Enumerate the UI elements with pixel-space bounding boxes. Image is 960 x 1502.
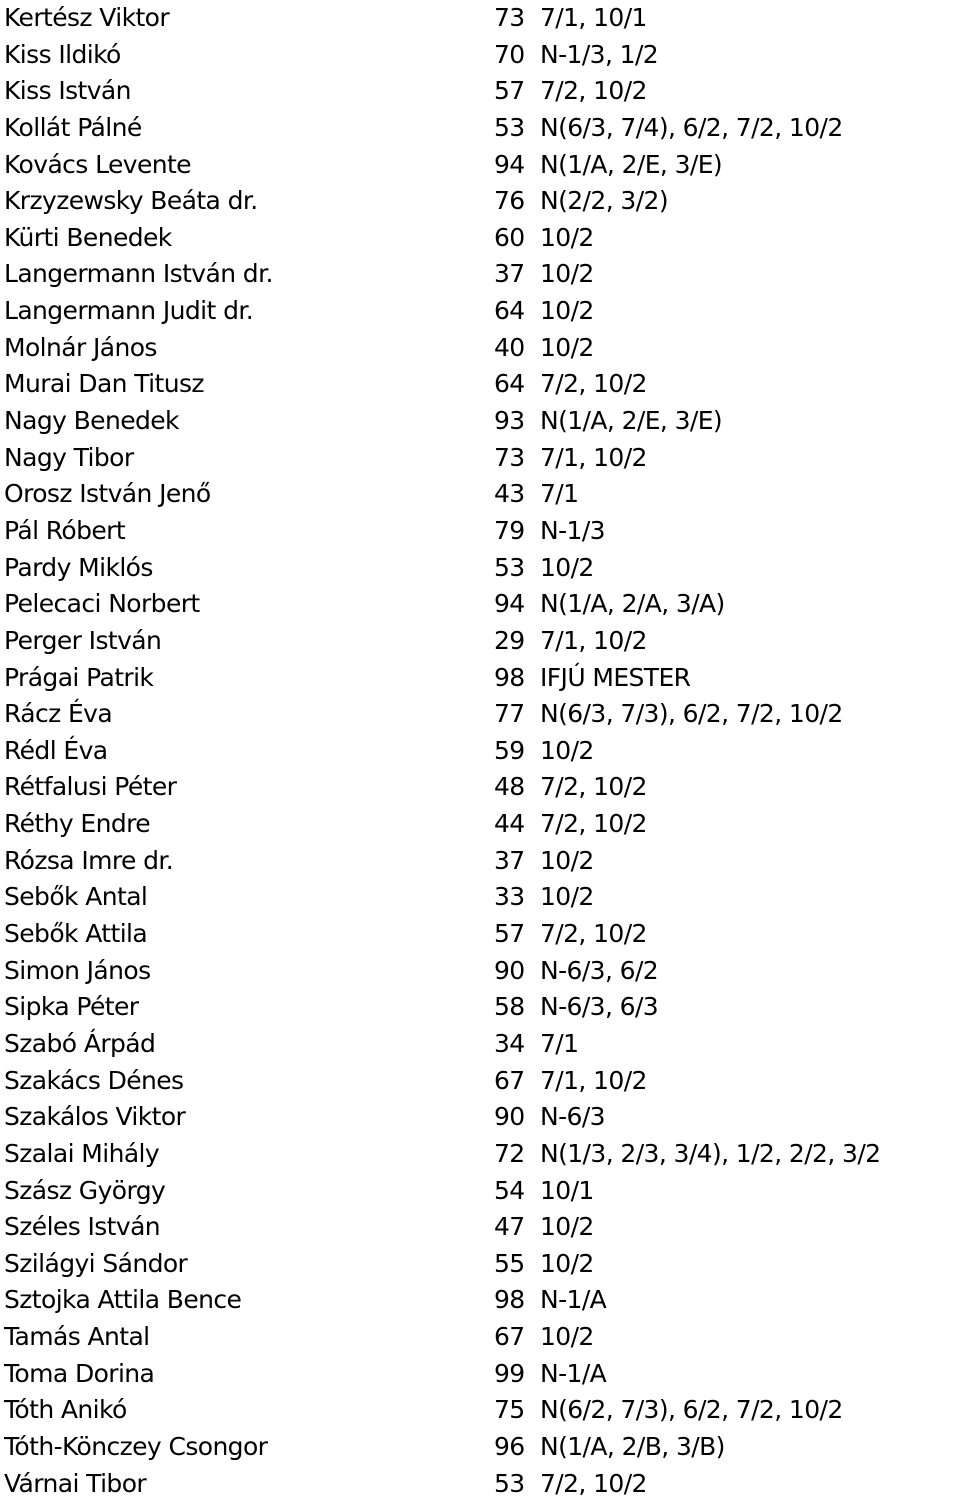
score-value: 94 — [494, 149, 525, 179]
grade-codes: 7/2, 10/2 — [540, 772, 647, 802]
grade-codes: 10/2 — [540, 1322, 594, 1352]
person-name: Pelecaci Norbert — [4, 589, 200, 619]
grade-codes: 7/2, 10/2 — [540, 76, 647, 106]
score-value: 44 — [494, 809, 525, 839]
person-name: Tóth Anikó — [4, 1395, 127, 1425]
person-name: Réthy Endre — [4, 809, 151, 839]
person-name: Nagy Tibor — [4, 442, 134, 472]
score-value: 47 — [494, 1212, 525, 1242]
list-item — [0, 1356, 960, 1393]
person-name: Simon János — [4, 955, 151, 985]
person-name: Sipka Péter — [4, 992, 139, 1022]
grade-codes: N(6/2, 7/3), 6/2, 7/2, 10/2 — [540, 1395, 843, 1425]
score-value: 79 — [494, 515, 525, 545]
list-item — [0, 696, 960, 733]
person-name: Tamás Antal — [4, 1322, 150, 1352]
score-value: 98 — [494, 1285, 525, 1315]
list-item — [0, 293, 960, 330]
person-name: Toma Dorina — [4, 1358, 155, 1388]
list-item — [0, 916, 960, 953]
list-item — [0, 183, 960, 220]
score-value: 48 — [494, 772, 525, 802]
list-item — [0, 1246, 960, 1283]
score-value: 96 — [494, 1431, 525, 1461]
grade-codes: N-6/3, 6/3 — [540, 992, 659, 1022]
person-name: Pardy Miklós — [4, 552, 153, 582]
score-value: 53 — [494, 112, 525, 142]
score-value: 59 — [494, 735, 525, 765]
person-name: Sebők Antal — [4, 882, 148, 912]
person-name: Langermann Judit dr. — [4, 296, 254, 326]
person-name: Rácz Éva — [4, 699, 113, 729]
list-item — [0, 476, 960, 513]
grade-codes: N(6/3, 7/4), 6/2, 7/2, 10/2 — [540, 112, 843, 142]
grade-codes: 7/1 — [540, 1028, 579, 1058]
person-name: Várnai Tibor — [4, 1468, 147, 1498]
score-value: 70 — [494, 39, 525, 69]
list-item — [0, 37, 960, 74]
grade-codes: 7/2, 10/2 — [540, 1468, 647, 1498]
person-name: Kürti Benedek — [4, 222, 172, 252]
score-value: 90 — [494, 955, 525, 985]
person-name: Langermann István dr. — [4, 259, 273, 289]
grade-codes: N-6/3, 6/2 — [540, 955, 659, 985]
grade-codes: 10/2 — [540, 845, 594, 875]
score-value: 57 — [494, 76, 525, 106]
score-value: 93 — [494, 406, 525, 436]
grade-codes: 10/2 — [540, 296, 594, 326]
grade-codes: 7/1, 10/2 — [540, 625, 647, 655]
person-name: Széles István — [4, 1212, 161, 1242]
score-value: 67 — [494, 1322, 525, 1352]
person-name: Kiss Ildikó — [4, 39, 121, 69]
score-value: 98 — [494, 662, 525, 692]
list-item — [0, 1392, 960, 1429]
score-value: 64 — [494, 296, 525, 326]
grade-codes: N-6/3 — [540, 1102, 605, 1132]
score-value: 58 — [494, 992, 525, 1022]
grade-codes: N(1/A, 2/E, 3/E) — [540, 149, 723, 179]
score-value: 67 — [494, 1065, 525, 1095]
score-value: 75 — [494, 1395, 525, 1425]
grade-codes: 10/2 — [540, 259, 594, 289]
score-value: 54 — [494, 1175, 525, 1205]
score-value: 94 — [494, 589, 525, 619]
score-value: 29 — [494, 625, 525, 655]
list-item — [0, 1026, 960, 1063]
grade-codes: 7/2, 10/2 — [540, 919, 647, 949]
list-item — [0, 550, 960, 587]
list-item — [0, 1282, 960, 1319]
person-name: Kollát Pálné — [4, 112, 142, 142]
list-item — [0, 843, 960, 880]
list-item — [0, 330, 960, 367]
grade-codes: 10/1 — [540, 1175, 594, 1205]
score-value: 73 — [494, 3, 525, 32]
score-value: 53 — [494, 1468, 525, 1498]
list-item — [0, 1466, 960, 1502]
list-item — [0, 586, 960, 623]
person-name: Sztojka Attila Bence — [4, 1285, 242, 1315]
list-item — [0, 1136, 960, 1173]
grade-codes: 10/2 — [540, 332, 594, 362]
list-item — [0, 1429, 960, 1466]
score-value: 53 — [494, 552, 525, 582]
person-name: Perger István — [4, 625, 162, 655]
person-name: Rédl Éva — [4, 735, 108, 765]
list-item — [0, 989, 960, 1026]
person-name: Molnár János — [4, 332, 157, 362]
list-item — [0, 879, 960, 916]
person-name: Krzyzewsky Beáta dr. — [4, 186, 258, 216]
list-item — [0, 220, 960, 257]
list-item — [0, 660, 960, 697]
person-name: Szakács Dénes — [4, 1065, 184, 1095]
grade-codes: 10/2 — [540, 1212, 594, 1242]
person-name: Murai Dan Titusz — [4, 369, 204, 399]
list-item — [0, 403, 960, 440]
grade-codes: 7/2, 10/2 — [540, 369, 647, 399]
list-item — [0, 806, 960, 843]
score-value: 73 — [494, 442, 525, 472]
list-item — [0, 366, 960, 403]
score-value: 76 — [494, 186, 525, 216]
score-value: 37 — [494, 259, 525, 289]
list-item — [0, 623, 960, 660]
score-value: 40 — [494, 332, 525, 362]
list-item — [0, 1173, 960, 1210]
score-value: 90 — [494, 1102, 525, 1132]
score-value: 77 — [494, 699, 525, 729]
list-item — [0, 440, 960, 477]
grade-codes: 10/2 — [540, 882, 594, 912]
list-item — [0, 0, 960, 37]
grade-codes: 7/2, 10/2 — [540, 809, 647, 839]
list-item — [0, 513, 960, 550]
score-value: 34 — [494, 1028, 525, 1058]
list-item — [0, 733, 960, 770]
list-item — [0, 1099, 960, 1136]
person-name: Orosz István Jenő — [4, 479, 211, 509]
score-value: 57 — [494, 919, 525, 949]
person-name: Szabó Árpád — [4, 1028, 156, 1058]
grade-codes: N(1/A, 2/B, 3/B) — [540, 1431, 725, 1461]
person-name: Kovács Levente — [4, 149, 191, 179]
list-item — [0, 73, 960, 110]
person-name: Pál Róbert — [4, 515, 126, 545]
list-item — [0, 110, 960, 147]
person-name: Kiss István — [4, 76, 131, 106]
grade-codes: N-1/3, 1/2 — [540, 39, 659, 69]
list-item — [0, 256, 960, 293]
person-name: Szalai Mihály — [4, 1138, 160, 1168]
grade-codes: N-1/A — [540, 1358, 607, 1388]
grade-codes: 7/1, 10/2 — [540, 1065, 647, 1095]
list-item — [0, 953, 960, 990]
grade-codes: 10/2 — [540, 1248, 594, 1278]
score-value: 60 — [494, 222, 525, 252]
person-name: Nagy Benedek — [4, 406, 179, 436]
grade-codes: 7/1, 10/2 — [540, 442, 647, 472]
list-item — [0, 1209, 960, 1246]
grade-codes: 7/1, 10/1 — [540, 3, 647, 32]
person-name: Prágai Patrik — [4, 662, 154, 692]
score-value: 64 — [494, 369, 525, 399]
person-name: Szász György — [4, 1175, 166, 1205]
grade-codes: N(1/A, 2/A, 3/A) — [540, 589, 725, 619]
grade-codes: 10/2 — [540, 222, 594, 252]
grade-codes: 7/1 — [540, 479, 579, 509]
list-item — [0, 769, 960, 806]
score-value: 37 — [494, 845, 525, 875]
grade-codes: N(6/3, 7/3), 6/2, 7/2, 10/2 — [540, 699, 843, 729]
list-item — [0, 147, 960, 184]
person-name: Szilágyi Sándor — [4, 1248, 188, 1278]
grade-codes: N(1/A, 2/E, 3/E) — [540, 406, 723, 436]
grade-codes: IFJÚ MESTER — [540, 662, 691, 692]
score-value: 72 — [494, 1138, 525, 1168]
score-value: 33 — [494, 882, 525, 912]
grade-codes: 10/2 — [540, 552, 594, 582]
grade-codes: N-1/A — [540, 1285, 607, 1315]
grade-codes: N(1/3, 2/3, 3/4), 1/2, 2/2, 3/2 — [540, 1138, 881, 1168]
list-item — [0, 1063, 960, 1100]
score-value: 55 — [494, 1248, 525, 1278]
score-value: 43 — [494, 479, 525, 509]
person-name: Szakálos Viktor — [4, 1102, 186, 1132]
person-name: Sebők Attila — [4, 919, 148, 949]
grade-codes: N-1/3 — [540, 515, 605, 545]
person-name: Tóth-Könczey Csongor — [4, 1431, 268, 1461]
grade-codes: 10/2 — [540, 735, 594, 765]
score-value: 99 — [494, 1358, 525, 1388]
person-name: Kertész Viktor — [4, 3, 170, 32]
list-item — [0, 1319, 960, 1356]
person-name: Rózsa Imre dr. — [4, 845, 174, 875]
grade-codes: N(2/2, 3/2) — [540, 186, 668, 216]
person-name: Rétfalusi Péter — [4, 772, 177, 802]
